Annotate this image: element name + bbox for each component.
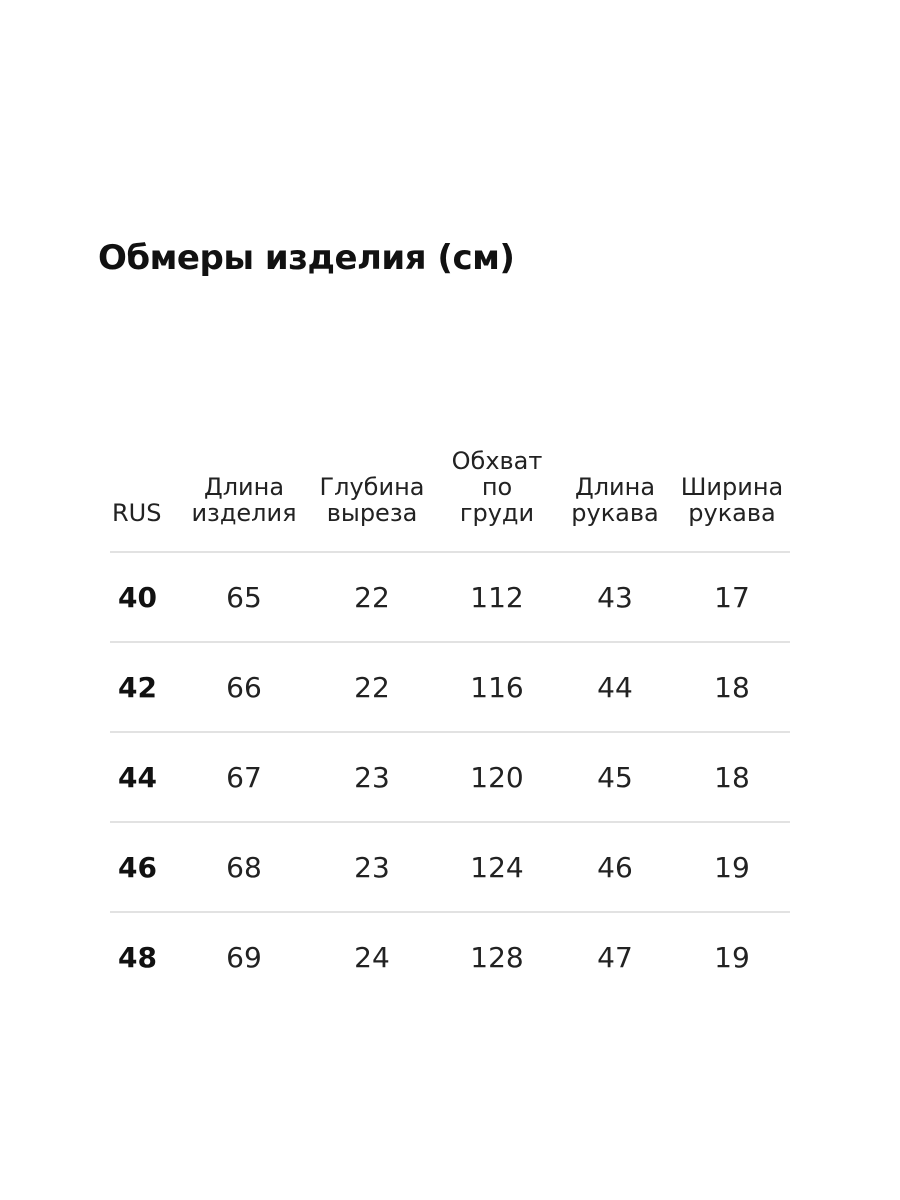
header-sleeve-length [556,418,674,552]
measurement-cell: 69 [226,940,262,974]
table-body [110,552,790,1001]
measurement-cell: 22 [306,642,438,732]
measurement-cell: 47 [597,940,633,974]
measurement-cell: 24 [354,940,390,974]
table-row [110,642,790,732]
header-line: Ширина [680,473,784,501]
header-line: рукава [571,499,659,527]
size-cell: 42 [110,642,182,732]
size-table [110,418,790,1001]
measurement-cell: 67 [182,732,306,822]
header-item-length [182,418,306,552]
header-neck-depth [306,418,438,552]
measurement-cell: 124 [438,822,556,912]
header-chest [438,418,556,552]
header-line: изделия [191,499,297,527]
measurement-cell: 23 [306,822,438,912]
size-cell: 48 [118,940,157,974]
measurement-cell: 116 [438,642,556,732]
table-row [110,912,790,1001]
table-row [110,732,790,822]
table-row [110,822,790,912]
measurement-cell: 65 [182,552,306,642]
measurement-cell: 22 [306,552,438,642]
table-row [110,552,790,642]
header-sleeve-width [674,418,790,552]
measurement-cell: 23 [306,732,438,822]
size-cell: 46 [110,822,182,912]
size-cell: 44 [110,732,182,822]
header-line: по [481,473,513,501]
header-line: RUS [112,499,162,527]
page-title: Обмеры изделия (см) [98,238,515,278]
header-line: Обхват [451,447,543,475]
header-line: груди [459,499,535,527]
measurement-cell: 19 [674,822,790,912]
measurement-cell: 18 [674,732,790,822]
header-line: Длина [203,473,285,501]
measurement-cell: 17 [674,552,790,642]
header-line: Глубина [319,473,425,501]
measurement-cell: 120 [438,732,556,822]
header-line: выреза [326,499,418,527]
size-cell: 40 [110,552,182,642]
measurement-cell: 66 [182,642,306,732]
measurement-cell: 128 [470,940,524,974]
measurement-cell: 45 [556,732,674,822]
header-line: Длина [574,473,656,501]
measurement-cell: 18 [674,642,790,732]
header-rus [110,418,182,552]
measurement-cell: 46 [556,822,674,912]
measurement-cell: 112 [438,552,556,642]
header-line: рукава [688,499,776,527]
measurement-cell: 44 [556,642,674,732]
measurement-cell: 19 [714,940,750,974]
measurement-cell: 68 [182,822,306,912]
table-header-row [110,418,790,552]
measurement-cell: 43 [556,552,674,642]
